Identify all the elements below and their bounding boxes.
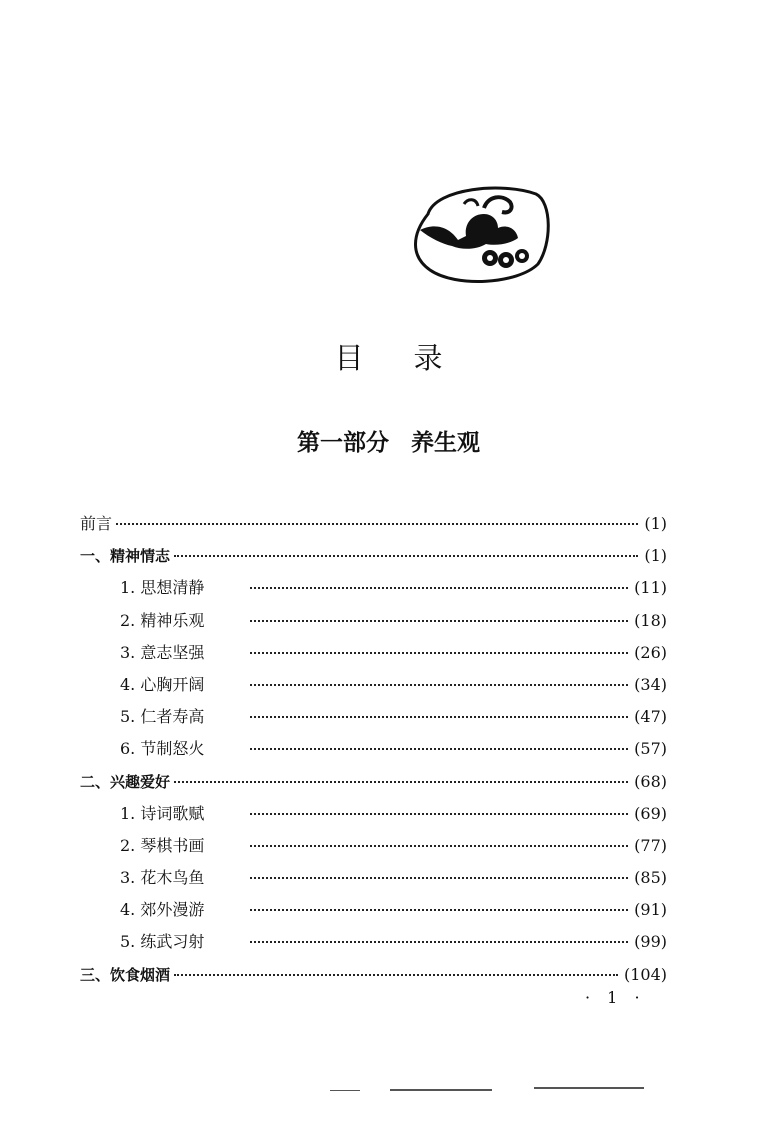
toc-entry [80, 798, 667, 830]
toc-entry-label: 三、饮食烟酒 [80, 965, 171, 984]
toc-entry [80, 959, 667, 991]
toc-entry-label: 4. 心胸开阔 [120, 674, 205, 694]
toc-entry-page: (104) [623, 964, 667, 984]
toc-entry-label: 3. 意志坚强 [120, 642, 205, 662]
toc-leader-dots [250, 651, 628, 654]
toc-entry [80, 637, 667, 669]
toc-entry [80, 862, 667, 894]
toc-entry-label: 前言 [80, 514, 113, 533]
part-title [0, 424, 777, 457]
toc-leader-dots [250, 586, 628, 589]
toc-entry-label: 1. 思想清静 [120, 578, 205, 598]
toc-entry-page: (99) [634, 932, 667, 952]
toc-leader-dots [250, 683, 628, 686]
toc-leader-dots [116, 522, 638, 525]
toc-entry [80, 894, 667, 926]
toc-entry-page: (1) [644, 546, 667, 566]
toc-entry-label: 5. 练武习射 [120, 932, 205, 952]
scan-artifact-line [534, 1087, 644, 1089]
toc-leader-dots [174, 973, 618, 976]
toc-leader-dots [250, 940, 628, 943]
part-label: 第一部分 [297, 430, 389, 456]
toc-entry [80, 766, 667, 798]
page-number: · 1 · [585, 988, 646, 1007]
toc-entry [80, 508, 667, 540]
toc-entry-page: (34) [634, 674, 667, 694]
scan-artifact-line [390, 1089, 492, 1091]
page-title [0, 336, 777, 377]
toc-entry-label: 2. 琴棋书画 [120, 835, 205, 855]
toc-entry-page: (1) [644, 514, 667, 533]
toc-entry-label: 6. 节制怒火 [120, 739, 205, 759]
toc-leader-dots [250, 844, 628, 847]
toc-leader-dots [250, 619, 628, 622]
toc-entry-page: (47) [634, 707, 667, 727]
toc-leader-dots [250, 747, 628, 750]
toc-entry [80, 605, 667, 637]
toc-entry-page: (69) [634, 803, 667, 823]
toc-leader-dots [250, 715, 628, 718]
toc-entry-label: 2. 精神乐观 [120, 610, 205, 630]
toc-entry [80, 669, 667, 701]
toc-leader-dots [250, 876, 628, 879]
table-of-contents [80, 508, 667, 991]
toc-entry-label: 4. 郊外漫游 [120, 900, 205, 920]
title-char-1: 目 [334, 341, 364, 375]
toc-entry-label: 1. 诗词歌赋 [120, 803, 205, 823]
toc-entry [80, 830, 667, 862]
toc-entry-page: (18) [634, 610, 667, 630]
toc-entry-page: (91) [634, 900, 667, 920]
toc-entry-label: 二、兴趣爱好 [80, 772, 171, 791]
decorative-emblem-icon [406, 184, 552, 286]
toc-entry [80, 733, 667, 765]
toc-entry-label: 一、精神情志 [80, 547, 171, 566]
toc-entry-page: (57) [634, 739, 667, 759]
toc-entry-label: 5. 仁者寿高 [120, 707, 205, 727]
scan-artifact-line [330, 1090, 360, 1091]
toc-entry-page: (85) [634, 868, 667, 888]
toc-entry-page: (77) [634, 835, 667, 855]
toc-leader-dots [174, 554, 638, 557]
toc-entry-page: (68) [634, 771, 667, 791]
part-name: 养生观 [411, 430, 480, 456]
toc-entry [80, 540, 667, 572]
toc-leader-dots [250, 908, 628, 911]
toc-entry [80, 926, 667, 958]
toc-entry-page: (11) [634, 578, 667, 598]
toc-entry [80, 572, 667, 604]
toc-entry-page: (26) [634, 642, 667, 662]
toc-entry [80, 701, 667, 733]
toc-entry-label: 3. 花木鸟鱼 [120, 868, 205, 888]
title-char-2: 录 [413, 341, 443, 375]
toc-leader-dots [250, 812, 628, 815]
toc-leader-dots [174, 780, 628, 783]
